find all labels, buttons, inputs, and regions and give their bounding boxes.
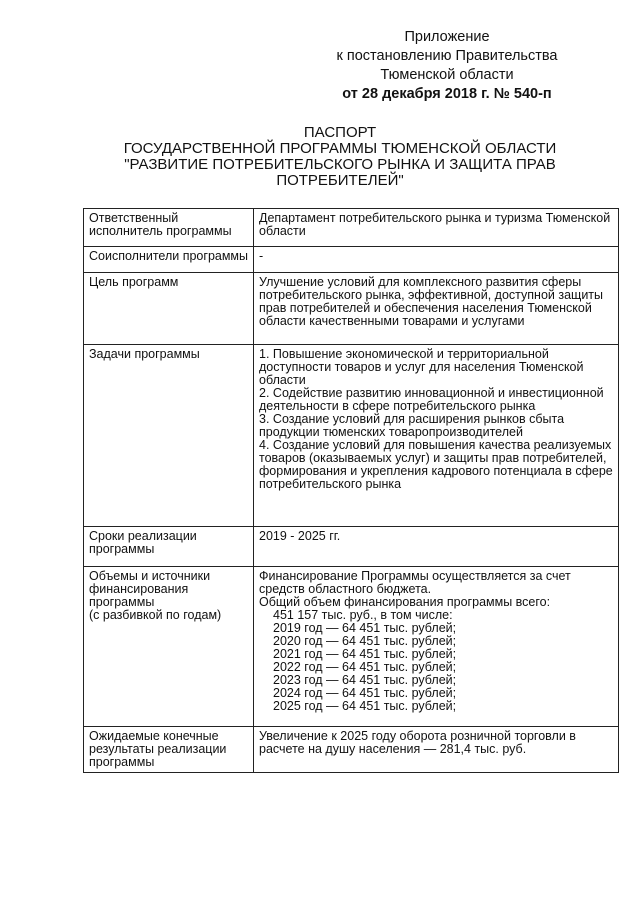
passport-table <box>83 208 619 773</box>
table-row-goal <box>84 273 619 345</box>
key-line: исполнитель программы <box>89 224 232 238</box>
financing-year: 2024 год — 64 451 тыс. рублей; <box>273 686 457 700</box>
value-line: Департамент потребительского рынка и туризма Тюменской <box>259 211 611 225</box>
key-line: Ожидаемые конечные <box>89 729 219 743</box>
value-line: - <box>259 249 264 263</box>
key-line: Цель программ <box>89 275 179 289</box>
key-line: программы <box>89 542 155 556</box>
table-row-financing <box>84 567 619 727</box>
value-line: деятельности в сфере потребительского рынка <box>259 399 536 413</box>
value-line: области <box>259 373 306 387</box>
row-value <box>254 209 619 247</box>
table-row-results <box>84 727 619 773</box>
value-line: 4. Создание условий для повышения качества реализуемых <box>259 438 612 452</box>
value-line: потребительского рынка, эффективной, доступной защиты <box>259 288 604 302</box>
value-line: формирования и укрепления кадрового потенциала в сфере <box>259 464 613 478</box>
value-line: прав потребителей и обеспечения населения Тюменской <box>259 301 592 315</box>
appendix-label: Приложение <box>404 29 490 45</box>
value-line: расчете на душу населения — 281,4 тыс. руб. <box>259 742 527 756</box>
table-row-co-executors <box>84 247 619 273</box>
value-line: Общий объем финансирования программы всего: <box>259 595 551 609</box>
row-value <box>254 727 619 773</box>
financing-total: 451 157 тыс. руб., в том числе: <box>273 608 453 622</box>
title-line-4: ПОТРЕБИТЕЛЕЙ" <box>276 172 404 189</box>
key-line: Соисполнители программы <box>89 249 249 263</box>
financing-year: 2021 год — 64 451 тыс. рублей; <box>273 647 457 661</box>
financing-year: 2025 год — 64 451 тыс. рублей; <box>273 699 457 713</box>
row-key <box>84 209 254 247</box>
value-line: области качественными товарами и услугами <box>259 314 525 328</box>
row-key <box>84 567 254 727</box>
row-key <box>84 727 254 773</box>
resolution-date-number: от 28 декабря 2018 г. № 540-п <box>342 86 552 102</box>
value-line: 3. Создание условий для расширения рынков сбыта <box>259 412 565 426</box>
value-line: 2019 - 2025 гг. <box>259 529 341 543</box>
table-row-period <box>84 527 619 567</box>
row-key <box>84 273 254 345</box>
value-line: средств областного бюджета. <box>259 582 432 596</box>
row-value <box>254 247 619 273</box>
government-name: Тюменской области <box>380 67 514 83</box>
key-line: Сроки реализации <box>89 529 197 543</box>
value-line: области <box>259 224 306 238</box>
value-line: потребительского рынка <box>259 477 402 491</box>
key-line: программы <box>89 755 155 769</box>
key-line: Ответственный <box>89 211 179 225</box>
financing-year: 2022 год — 64 451 тыс. рублей; <box>273 660 457 674</box>
financing-year: 2023 год — 64 451 тыс. рублей; <box>273 673 457 687</box>
row-key <box>84 247 254 273</box>
row-key <box>84 345 254 527</box>
key-line: результаты реализации <box>89 742 227 756</box>
value-line: Увеличение к 2025 году оборота розничной торговли в <box>259 729 576 743</box>
title-line-3: "РАЗВИТИЕ ПОТРЕБИТЕЛЬСКОГО РЫНКА И ЗАЩИТА ПРАВ <box>124 156 556 173</box>
value-line: Финансирование Программы осуществляется за счет <box>259 569 571 583</box>
key-line: программы <box>89 595 155 609</box>
key-line: (с разбивкой по годам) <box>89 608 222 622</box>
value-line: 1. Повышение экономической и территориальной <box>259 347 549 361</box>
value-line: 2. Содействие развитию инновационной и инвестиционной <box>259 386 604 400</box>
value-line: продукции тюменских товаропроизводителей <box>259 425 523 439</box>
table-row-responsible <box>84 209 619 247</box>
value-line: Улучшение условий для комплексного развития сферы <box>259 275 582 289</box>
title-line-1: ПАСПОРТ <box>303 124 377 141</box>
document-title <box>120 125 560 189</box>
row-value <box>254 527 619 567</box>
value-line: товаров (оказываемых услуг) и защиты прав потребителей, <box>259 451 607 465</box>
value-line: доступности товаров и услуг для населения Тюменской <box>259 360 584 374</box>
key-line: Объемы и источники <box>89 569 211 583</box>
appendix-header <box>312 28 582 104</box>
row-value <box>254 567 619 727</box>
financing-year: 2019 год — 64 451 тыс. рублей; <box>273 621 457 635</box>
financing-year: 2020 год — 64 451 тыс. рублей; <box>273 634 457 648</box>
row-value <box>254 273 619 345</box>
title-line-2: ГОСУДАРСТВЕННОЙ ПРОГРАММЫ ТЮМЕНСКОЙ ОБЛАСТИ <box>123 140 557 157</box>
row-key <box>84 527 254 567</box>
row-value <box>254 345 619 527</box>
key-line: финансирования <box>89 582 189 596</box>
key-line: Задачи программы <box>89 347 200 361</box>
resolution-reference: к постановлению Правительства <box>336 48 558 64</box>
table-row-tasks <box>84 345 619 527</box>
